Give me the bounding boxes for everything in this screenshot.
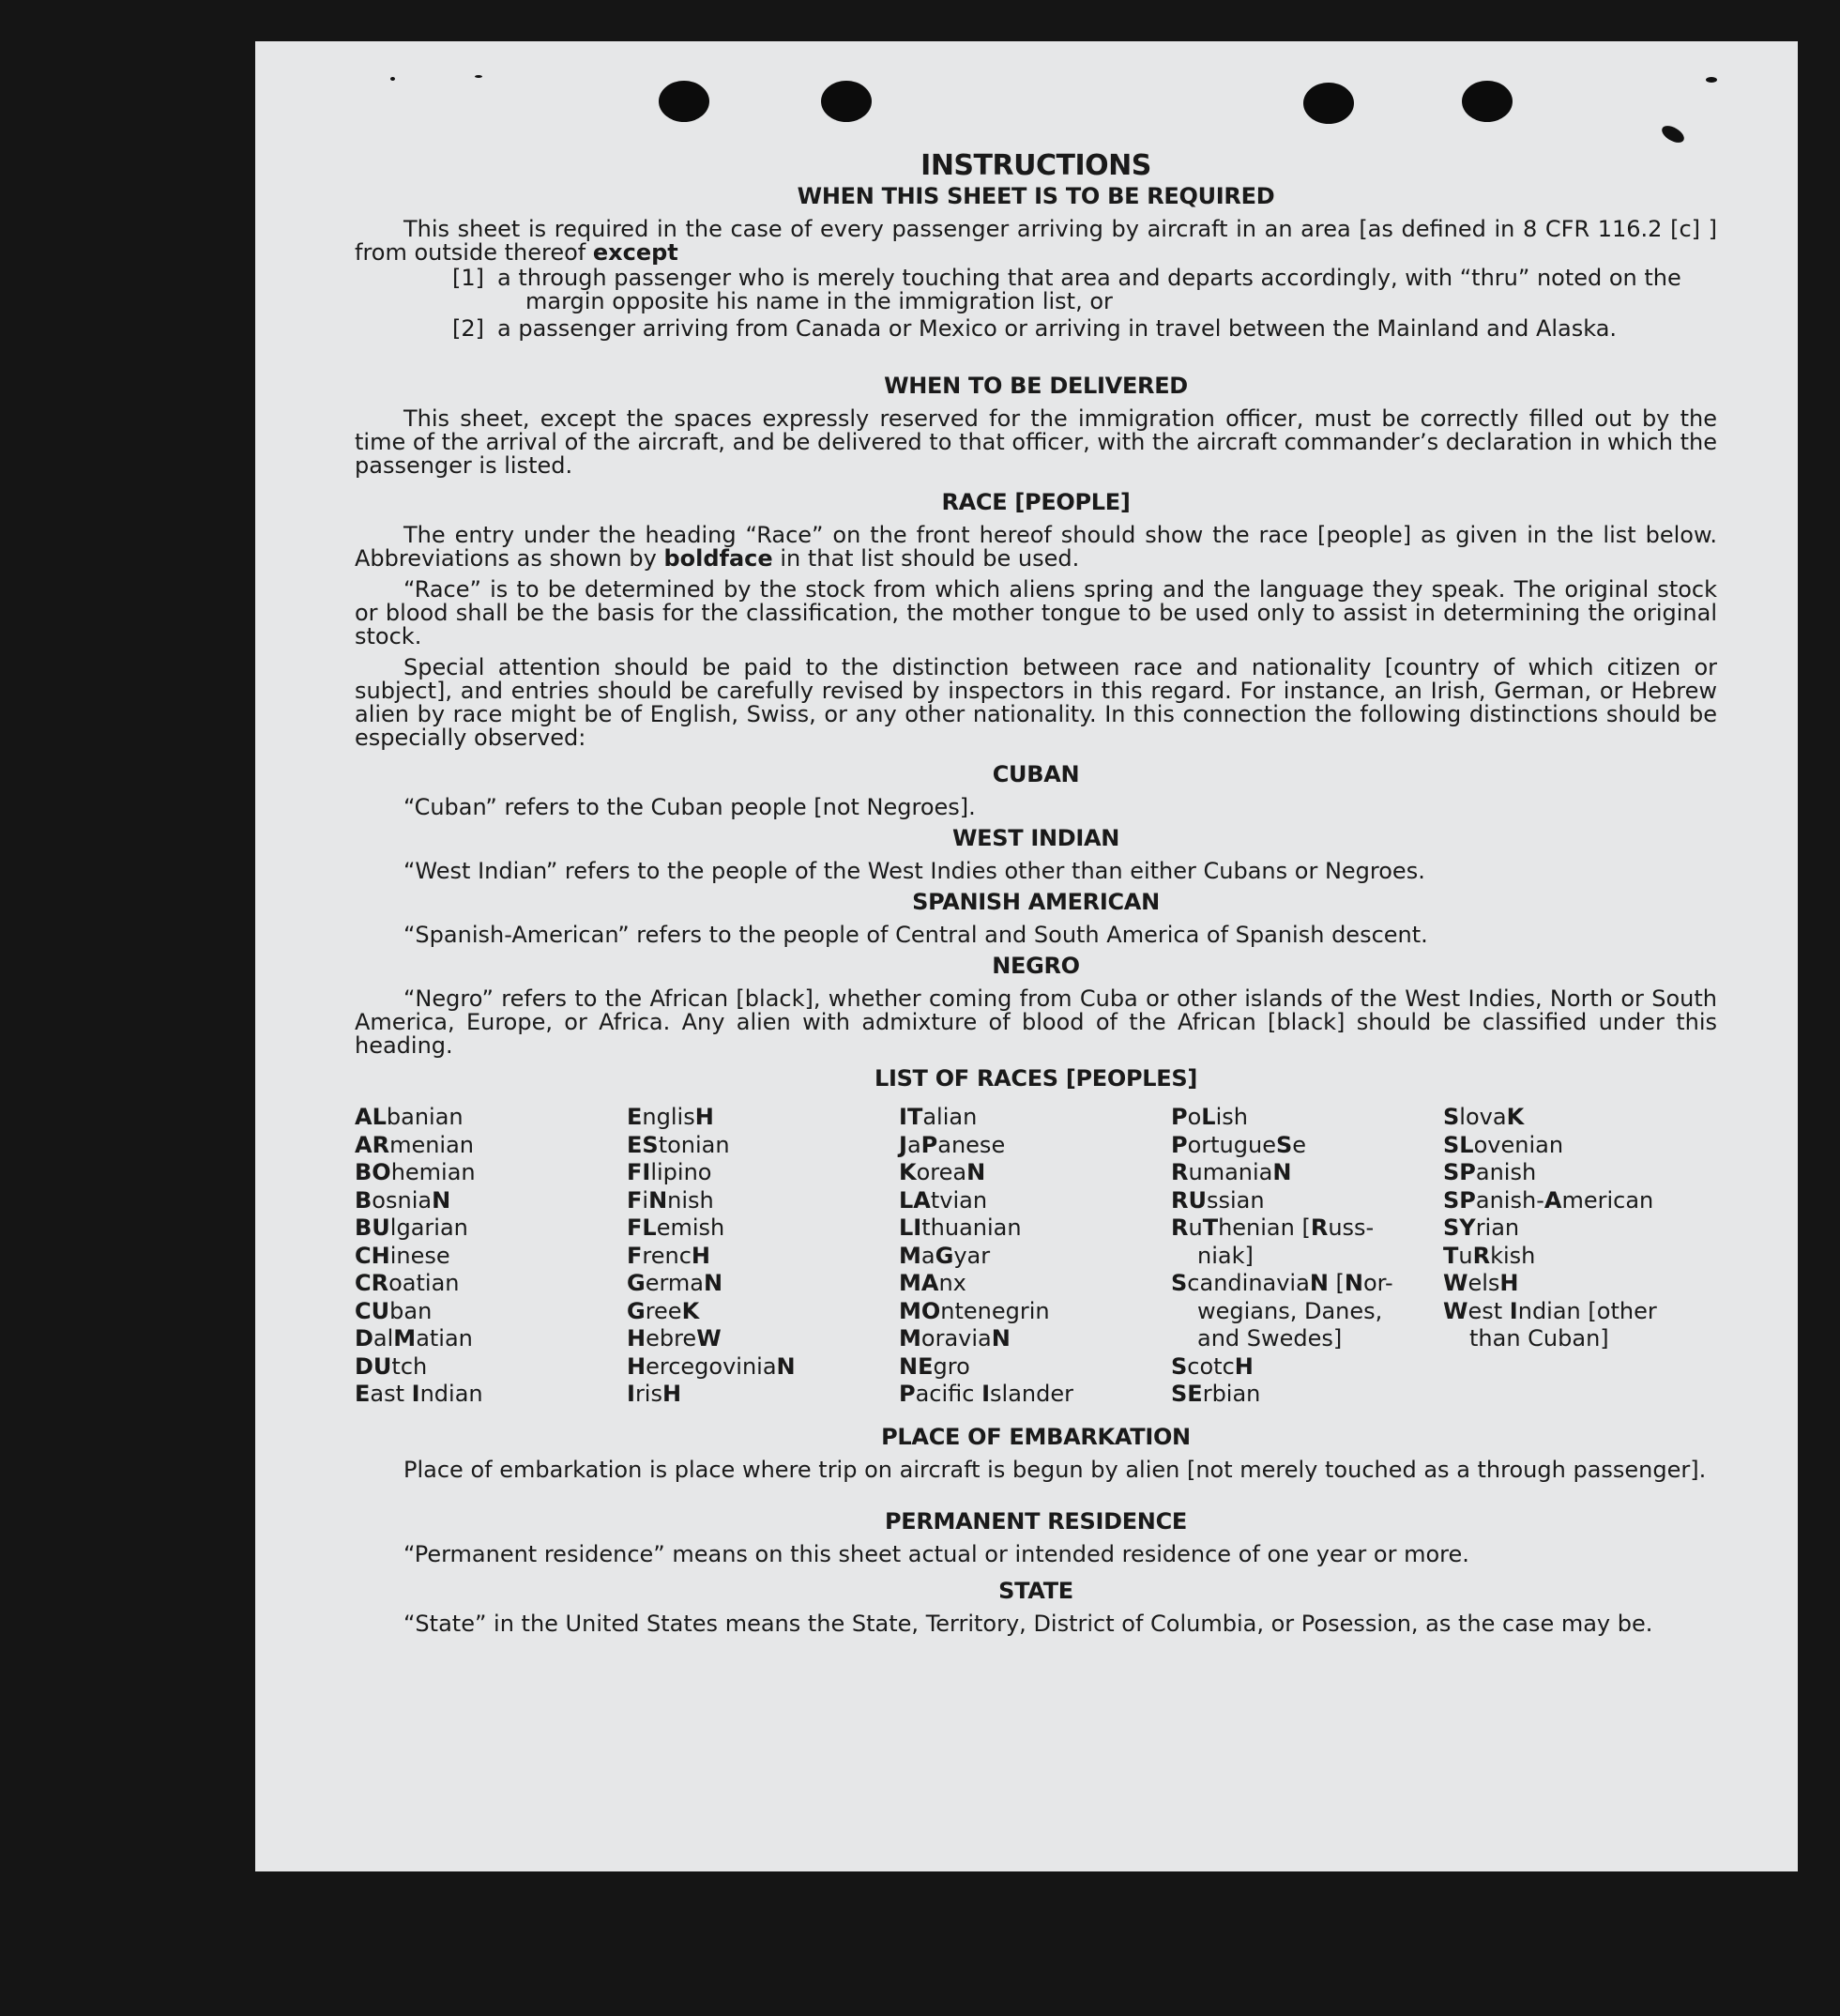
section-heading: SPANISH AMERICAN: [912, 889, 1160, 915]
race-entry: East Indian: [355, 1381, 483, 1407]
race-entry: IrisH: [627, 1381, 682, 1407]
race-entry: niak]: [1197, 1242, 1254, 1269]
punch-hole: [821, 81, 872, 122]
race-entry: HebreW: [627, 1325, 722, 1352]
paragraph: “West Indian” refers to the people of the West Indies other than either Cubans or Negroes.: [403, 858, 1425, 884]
section-heading: NEGRO: [992, 953, 1080, 979]
speck: [1659, 122, 1687, 145]
section-heading: WHEN THIS SHEET IS TO BE REQUIRED: [797, 183, 1275, 209]
section-heading: PERMANENT RESIDENCE: [884, 1507, 1187, 1535]
race-entry: PoLish: [1171, 1104, 1248, 1130]
race-entry: SErbian: [1171, 1381, 1261, 1407]
race-entry: wegians, Danes,: [1197, 1297, 1383, 1324]
race-entry: LAtvian: [899, 1186, 988, 1214]
race-entry: SLovenian: [1443, 1131, 1564, 1158]
race-entry: MoraviaN: [899, 1325, 1011, 1352]
race-entry: EnglisH: [627, 1104, 714, 1130]
race-entry: FLemish: [627, 1214, 725, 1241]
list-item: [452, 267, 1717, 313]
race-entry: RumaniaN: [1171, 1159, 1292, 1185]
race-entry: ScandinaviaN [Nor-: [1171, 1270, 1393, 1296]
race-entry: BosniaN: [355, 1186, 451, 1214]
race-entry: GreeK: [627, 1297, 700, 1324]
race-entry: Pacific Islander: [899, 1381, 1074, 1407]
races-column: [1443, 1104, 1715, 1409]
race-entry: GermaN: [627, 1270, 723, 1296]
race-entry: BOhemian: [355, 1159, 476, 1185]
race-entry: NEgro: [899, 1352, 970, 1380]
race-entry: SlovaK: [1443, 1104, 1525, 1130]
paragraph: “Cuban” refers to the Cuban people [not Negroes].: [403, 794, 976, 820]
race-entry: FrencH: [627, 1242, 711, 1269]
race-entry: West Indian [other: [1443, 1297, 1657, 1324]
race-entry: SPanish: [1443, 1159, 1537, 1185]
paragraph: “Permanent residence” means on this sheet actual or intended residence of one year or more.: [403, 1540, 1469, 1567]
race-entry: FiNnish: [627, 1186, 714, 1214]
paragraph-text: The entry under the heading “Race” on the front hereof should show the race [people] as given in the list below. Abbreviations as shown by: [355, 522, 1717, 572]
race-entry: ITalian: [899, 1104, 978, 1130]
race-entry: CRoatian: [355, 1270, 460, 1296]
race-entry: FIlipino: [627, 1159, 712, 1185]
section-heading: PLACE OF EMBARKATION: [881, 1423, 1191, 1450]
race-entry: MAnx: [899, 1270, 966, 1296]
punch-hole: [1462, 81, 1513, 122]
paragraph: “Race” is to be determined by the stock from which aliens spring and the language they speak. The original stock or blood shall be the basis for the classification, the mother tongue to be used only to assist in determining the original stock.: [355, 576, 1717, 649]
punch-hole: [1303, 83, 1354, 124]
item-text-continuation: margin opposite his name in the immigration list, or: [525, 288, 1113, 314]
paragraph: This sheet, except the spaces expressly reserved for the immigration officer, must be correctly filled out by the time of the arrival of the aircraft, and be delivered to that officer, with the aircraft commander’s declaration in which the passenger is listed.: [355, 405, 1717, 479]
race-entry: ALbanian: [355, 1104, 464, 1130]
race-entry: HercegoviniaN: [627, 1352, 796, 1380]
section-heading: LIST OF RACES [PEOPLES]: [874, 1065, 1198, 1092]
paragraph: [355, 524, 1717, 571]
races-column: [1171, 1104, 1443, 1409]
race-entry: SPanish-American: [1443, 1186, 1654, 1214]
race-entry: WelsH: [1443, 1270, 1519, 1296]
paragraph: “Spanish-American” refers to the people of Central and South America of Spanish descent.: [403, 922, 1428, 948]
race-entry: BUlgarian: [355, 1214, 468, 1241]
speck: [390, 77, 395, 81]
races-column: [355, 1104, 627, 1409]
instructions-content: [355, 149, 1717, 1643]
document-sheet: [255, 41, 1798, 1871]
section-heading: CUBAN: [992, 761, 1080, 787]
race-entry: DalMatian: [355, 1325, 473, 1352]
race-entry: EStonian: [627, 1131, 730, 1158]
races-list: [355, 1104, 1717, 1409]
race-entry: ScotcH: [1171, 1352, 1254, 1380]
paragraph-text: This sheet is required in the case of every passenger arriving by aircraft in an area [as defined in 8 CFR 116.2 [c] ] from outside thereof: [355, 216, 1717, 266]
race-entry: PortugueSe: [1171, 1131, 1307, 1158]
speck: [475, 75, 482, 78]
item-text-line: a through passenger who is merely touching that area and departs accordingly, with “thru” noted on the: [497, 265, 1681, 291]
race-entry: MOntenegrin: [899, 1297, 1050, 1324]
race-entry: ARmenian: [355, 1131, 475, 1158]
race-entry: RUssian: [1171, 1186, 1265, 1214]
race-entry: TuRkish: [1443, 1242, 1536, 1269]
section-heading: WHEN TO BE DELIVERED: [884, 373, 1188, 399]
paragraph: Place of embarkation is place where trip on aircraft is begun by alien [not merely touched as a through passenger].: [403, 1456, 1707, 1483]
item-number: [1]: [452, 265, 484, 291]
race-entry: MaGyar: [899, 1242, 991, 1269]
race-entry: DUtch: [355, 1352, 428, 1380]
paragraph-text: in that list should be used.: [780, 545, 1080, 572]
race-entry: KoreaN: [899, 1159, 986, 1185]
paragraph: [355, 218, 1717, 265]
race-entry: than Cuban]: [1469, 1325, 1609, 1352]
races-column: [627, 1104, 899, 1409]
race-entry: LIthuanian: [899, 1214, 1022, 1241]
paragraph: “State” in the United States means the State, Territory, District of Columbia, or Posession, as the case may be.: [403, 1610, 1653, 1637]
section-heading: STATE: [998, 1577, 1073, 1604]
section-heading: WEST INDIAN: [951, 825, 1120, 851]
races-column: [899, 1104, 1171, 1409]
race-entry: SYrian: [1443, 1214, 1520, 1241]
race-entry: JaPanese: [899, 1131, 1006, 1158]
item-text: [497, 267, 1717, 313]
page-title: INSTRUCTIONS: [920, 149, 1151, 182]
bold-text: except: [592, 239, 678, 266]
race-entry: CHinese: [355, 1242, 450, 1269]
punch-hole: [659, 81, 709, 122]
list-item: [452, 317, 1717, 341]
paragraph: “Negro” refers to the African [black], whether coming from Cuba or other islands of the West Indies, North or South America, Europe, or Africa. Any alien with admixture of blood of the African [black] should be classified under this heading.: [355, 985, 1717, 1059]
race-entry: RuThenian [Russ-: [1171, 1214, 1375, 1241]
race-entry: and Swedes]: [1197, 1325, 1343, 1352]
speck: [1706, 77, 1717, 83]
race-entry: CUban: [355, 1297, 433, 1324]
item-number: [2]: [452, 315, 484, 342]
paragraph: Special attention should be paid to the distinction between race and nationality [country of which citizen or subject], and entries should be carefully revised by inspectors in this regard. For instance, an Irish, German, or Hebrew alien by race might be of English, Swiss, or any other nationality. In this connection the following distinctions should be especially observed:: [355, 654, 1717, 751]
item-text: a passenger arriving from Canada or Mexico or arriving in travel between the Mainland and Alaska.: [497, 315, 1618, 342]
section-heading: RACE [PEOPLE]: [941, 489, 1131, 515]
bold-text: boldface: [663, 545, 773, 572]
